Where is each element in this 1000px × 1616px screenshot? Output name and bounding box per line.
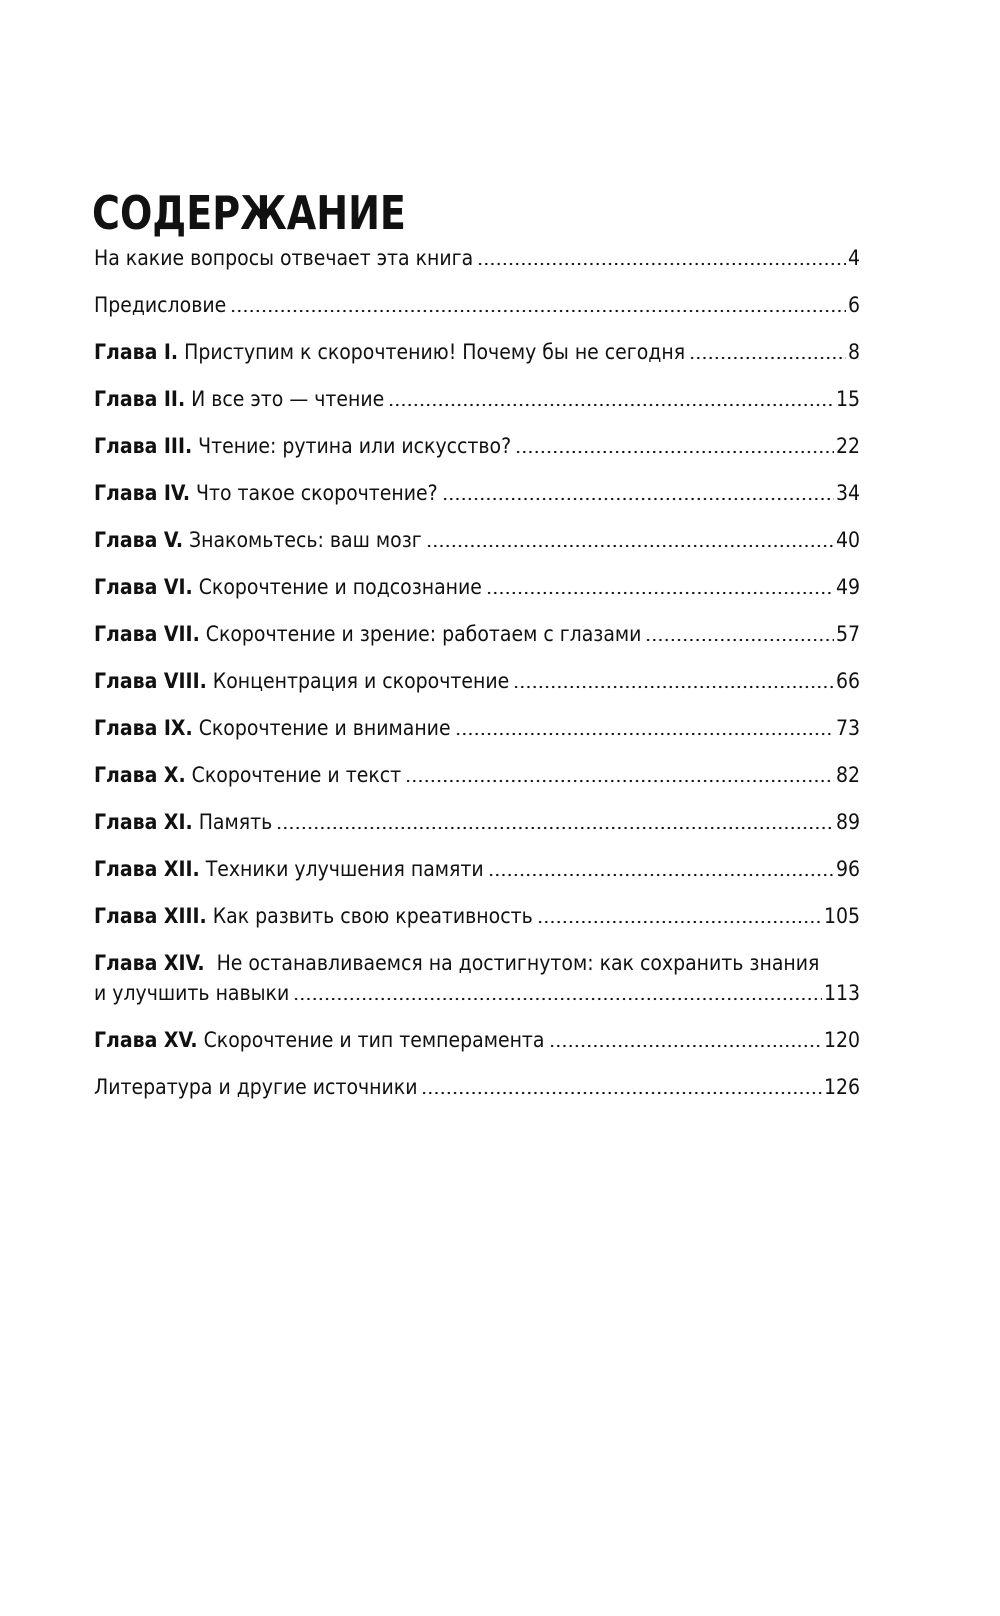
- toc-entry: [94, 290, 860, 320]
- dot-leader: [513, 685, 834, 689]
- toc-entry: [94, 666, 860, 696]
- toc-entry: [94, 1072, 860, 1102]
- chapter-label: Глава III.: [94, 434, 193, 458]
- toc-entry: [94, 854, 860, 884]
- entry-title: Чтение: рутина или искусство?: [198, 434, 512, 458]
- chapter-label: Глава IV.: [94, 481, 191, 505]
- dot-leader: [276, 826, 834, 830]
- toc-entry: [94, 337, 860, 367]
- toc-entry: [94, 1025, 860, 1055]
- toc-entry: [94, 760, 860, 790]
- dot-leader: [537, 920, 822, 924]
- page-number: 8: [847, 340, 860, 364]
- entry-title: Не останавливаемся на достигнутом: как сохранить знания: [216, 951, 820, 975]
- toc-entry: [94, 572, 860, 602]
- dot-leader: [442, 497, 834, 501]
- entry-first-line: [94, 948, 860, 978]
- chapter-label: Глава XIV.: [94, 951, 205, 975]
- chapter-label: Глава IX.: [94, 716, 193, 740]
- page-number: 96: [835, 857, 860, 881]
- page-number: 126: [823, 1075, 860, 1099]
- chapter-label: Глава XV.: [94, 1028, 198, 1052]
- dot-leader: [549, 1044, 822, 1048]
- toc-entry: [94, 525, 860, 555]
- dot-leader: [405, 779, 834, 783]
- chapter-label: Глава XII.: [94, 857, 200, 881]
- page-number: 113: [823, 981, 860, 1005]
- page-number: 4: [847, 246, 860, 270]
- entry-second-line: [94, 978, 860, 1008]
- page-number: 82: [835, 763, 860, 787]
- page-number: 15: [835, 387, 860, 411]
- page-number: 105: [823, 904, 860, 928]
- toc-entry: [94, 619, 860, 649]
- toc-list: [94, 243, 860, 1102]
- entry-title: Знакомьтесь: ваш мозг: [189, 528, 422, 552]
- toc-entry: [94, 713, 860, 743]
- dot-leader: [645, 638, 834, 642]
- dot-leader: [455, 732, 834, 736]
- entry-title: На какие вопросы отвечает эта книга: [94, 246, 474, 270]
- dot-leader: [426, 544, 834, 548]
- chapter-label: Глава XI.: [94, 810, 193, 834]
- dot-leader: [388, 403, 834, 407]
- toc-entry: [94, 807, 860, 837]
- entry-title: Скорочтение и тип темперамента: [203, 1028, 545, 1052]
- entry-title: Предисловие: [94, 293, 227, 317]
- dot-leader: [689, 356, 846, 360]
- dot-leader: [515, 450, 834, 454]
- toc-entry: [94, 243, 860, 273]
- page-number: 120: [823, 1028, 860, 1052]
- table-of-contents: [94, 185, 860, 1119]
- chapter-label: Глава XIII.: [94, 904, 207, 928]
- entry-title: Скорочтение и внимание: [198, 716, 451, 740]
- toc-entry: [94, 948, 860, 1008]
- dot-leader: [486, 591, 834, 595]
- dot-leader: [488, 873, 834, 877]
- page-number: 57: [835, 622, 860, 646]
- page-number: 6: [847, 293, 860, 317]
- entry-title: Техники улучшения памяти: [205, 857, 484, 881]
- chapter-label: Глава V.: [94, 528, 183, 552]
- dot-leader: [293, 997, 822, 1001]
- chapter-label: Глава VII.: [94, 622, 200, 646]
- entry-title: Приступим к скорочтению! Почему бы не сегодня: [184, 340, 686, 364]
- entry-title: Концентрация и скорочтение: [212, 669, 510, 693]
- entry-title: Как развить свою креативность: [212, 904, 533, 928]
- toc-entry: [94, 901, 860, 931]
- entry-title: Скорочтение и текст: [191, 763, 402, 787]
- page-number: 73: [835, 716, 860, 740]
- entry-title: Что такое скорочтение?: [196, 481, 438, 505]
- page-number: 49: [835, 575, 860, 599]
- entry-title-continued: и улучшить навыки: [94, 981, 290, 1005]
- dot-leader: [230, 309, 846, 313]
- toc-entry: [94, 478, 860, 508]
- page-number: 40: [835, 528, 860, 552]
- dot-leader: [421, 1091, 821, 1095]
- entry-title: И все это — чтение: [191, 387, 385, 411]
- toc-entry: [94, 384, 860, 414]
- toc-entry: [94, 431, 860, 461]
- chapter-label: Глава II.: [94, 387, 186, 411]
- chapter-label: Глава I.: [94, 340, 179, 364]
- page-number: 34: [835, 481, 860, 505]
- entry-title: Скорочтение и зрение: работаем с глазами: [205, 622, 642, 646]
- chapter-label: Глава VI.: [94, 575, 193, 599]
- entry-title: Скорочтение и подсознание: [198, 575, 482, 599]
- page-title: СОДЕРЖАНИЕ: [92, 186, 406, 240]
- chapter-label: Глава VIII.: [94, 669, 207, 693]
- page-number: 89: [835, 810, 860, 834]
- entry-title: Память: [198, 810, 273, 834]
- entry-title: Литература и другие источники: [94, 1075, 418, 1099]
- chapter-label: Глава X.: [94, 763, 186, 787]
- page-number: 22: [835, 434, 860, 458]
- page-number: 66: [835, 669, 860, 693]
- dot-leader: [477, 262, 846, 266]
